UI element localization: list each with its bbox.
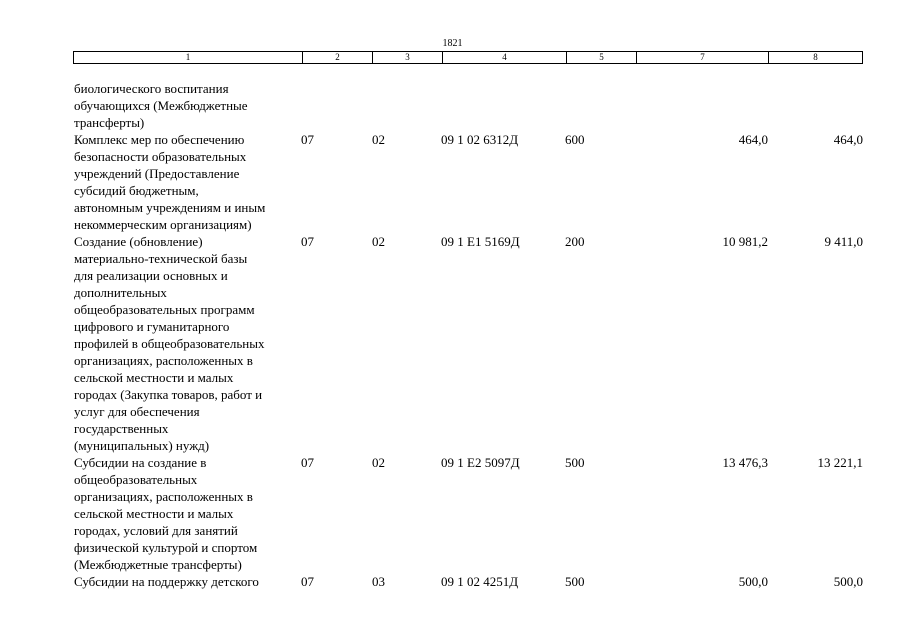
row-description-line: (муниципальных) нужд) [74,438,210,453]
row-description-line: цифрового и гуманитарного [74,319,230,334]
row-description-line: сельской местности и малых [74,506,234,521]
row-cell-c5: 500 [565,455,585,470]
row-description [74,233,304,454]
table-row [0,131,905,233]
row-description-line: для реализации основных и [74,268,228,283]
column-header-8: 8 [769,52,863,64]
row-description-line: Комплекс мер по обеспечению [74,132,245,147]
row-cell-c5: 500 [565,574,585,589]
table-row [0,573,905,590]
column-header-row [74,52,863,64]
row-cell-c3: 02 [372,234,385,249]
row-description-line: обучающихся (Межбюджетные [74,98,248,113]
row-cell-c8: 464,0 [833,132,863,147]
row-description-line: трансферты) [74,115,145,130]
row-description-line: городах (Закупка товаров, работ и [74,387,263,402]
row-description-line: Субсидии на поддержку детского [74,574,259,589]
row-cell-c3: 03 [372,574,385,589]
row-cell-c4: 09 1 02 4251Д [441,574,519,589]
row-cell-c5: 200 [565,234,585,249]
row-cell-c5: 600 [565,132,585,147]
column-header-1: 1 [74,52,303,64]
table-row [0,233,905,454]
row-cell-c7: 10 981,2 [722,234,768,249]
row-cell-c7: 500,0 [738,574,768,589]
row-description-line: физической культурой и спортом [74,540,258,555]
row-description-line: субсидий бюджетным, [74,183,199,198]
row-cell-c8: 9 411,0 [824,234,863,249]
row-cell-c2: 07 [301,455,314,470]
row-cell-c7: 13 476,3 [722,455,768,470]
row-description-line: автономным учреждениям и иным [74,200,266,215]
row-description-line: городах, условий для занятий [74,523,238,538]
column-header-7: 7 [637,52,769,64]
row-cell-c8: 500,0 [833,574,863,589]
row-description [74,454,304,573]
column-header-table [73,51,863,64]
row-cell-c2: 07 [301,234,314,249]
row-cell-c4: 09 1 02 6312Д [441,132,519,147]
row-description [74,131,304,233]
row-description [74,573,304,590]
row-description-line: дополнительных [74,285,167,300]
column-header-5: 5 [567,52,637,64]
row-description-line: учреждений (Предоставление [74,166,240,181]
row-description-line: организациях, расположенных в [74,353,253,368]
row-description-line: Создание (обновление) [74,234,203,249]
row-description-line: государственных [74,421,169,436]
row-cell-c8: 13 221,1 [817,455,863,470]
row-description-line: биологического воспитания [74,81,229,96]
row-cell-c2: 07 [301,574,314,589]
column-header-2: 2 [303,52,373,64]
page-number: 1821 [442,38,463,49]
row-description-line: профилей в общеобразовательных [74,336,265,351]
row-description-line: материально-технической базы [74,251,248,266]
column-header-4: 4 [443,52,567,64]
row-description-line: безопасности образовательных [74,149,247,164]
table-row [0,454,905,573]
table-row [0,80,905,131]
row-description-line: Субсидии на создание в [74,455,207,470]
row-description-line: некоммерческим организациям) [74,217,252,232]
row-description [74,80,304,131]
row-cell-c7: 464,0 [738,132,768,147]
row-description-line: сельской местности и малых [74,370,234,385]
budget-table-body [0,80,905,590]
row-description-line: организациях, расположенных в [74,489,253,504]
row-description-line: (Межбюджетные трансферты) [74,557,242,572]
row-description-line: услуг для обеспечения [74,404,200,419]
row-cell-c3: 02 [372,132,385,147]
row-cell-c4: 09 1 E1 5169Д [441,234,520,249]
row-description-line: общеобразовательных программ [74,302,255,317]
row-description-line: общеобразовательных [74,472,198,487]
column-header-3: 3 [373,52,443,64]
row-cell-c4: 09 1 E2 5097Д [441,455,520,470]
row-cell-c3: 02 [372,455,385,470]
row-cell-c2: 07 [301,132,314,147]
